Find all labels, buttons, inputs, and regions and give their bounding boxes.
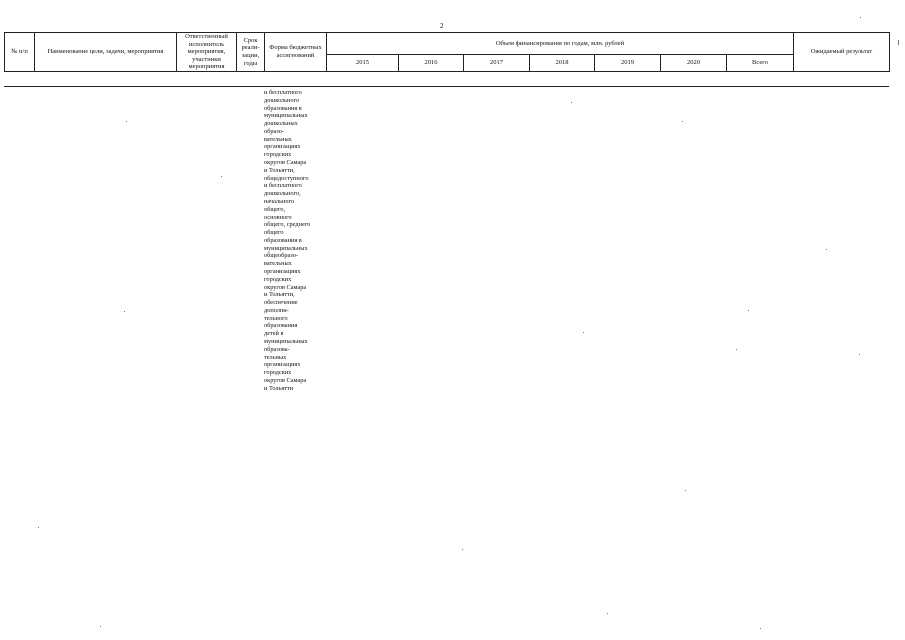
scan-speck xyxy=(760,628,761,629)
col-form-header: Форма бюджетных ассигнований xyxy=(265,33,327,72)
scan-speck xyxy=(221,176,222,177)
continued-text-line: организациях xyxy=(264,143,301,151)
year-header-2016: 2016 xyxy=(399,55,464,72)
continued-text-line: организациях xyxy=(264,267,301,275)
scan-speck xyxy=(607,613,608,614)
scan-speck xyxy=(682,121,683,122)
continued-text-line: муниципальных xyxy=(264,244,308,252)
continued-text-line: основного xyxy=(264,213,292,221)
col-term-header: Срок реали-зации, годы xyxy=(237,33,265,72)
continued-text-line: городских xyxy=(264,275,292,283)
year-header-2017: 2017 xyxy=(464,55,530,72)
continued-text-line: и Тольятти xyxy=(264,384,294,392)
continued-text-line: вательных xyxy=(264,135,292,143)
continued-text-line: и бесплатного xyxy=(264,182,302,190)
continued-text-line: городских xyxy=(264,151,292,159)
continued-text-line: общего, xyxy=(264,205,286,213)
header-table xyxy=(4,32,890,72)
continued-text-line: вательных xyxy=(264,260,292,268)
col-name-header: Наименование цели, задачи, мероприятия xyxy=(35,33,177,72)
funding-group-header: Объем финансирования по годам, млн. рублей xyxy=(327,33,794,55)
scan-speck xyxy=(826,249,827,250)
continued-text-line: общеобразо- xyxy=(264,252,298,260)
year-header-2015: 2015 xyxy=(327,55,399,72)
continued-text-line: округов Самара xyxy=(264,376,307,384)
continued-text-line: муниципальных xyxy=(264,338,308,345)
scan-speck xyxy=(859,354,860,355)
continued-text-line: обеспечение xyxy=(264,299,298,307)
total-header: Всего xyxy=(727,55,794,72)
scan-speck xyxy=(571,102,572,103)
continued-text-line: образования xyxy=(264,322,298,330)
continued-text-line: образо- xyxy=(264,127,284,135)
continued-text-line: городских xyxy=(264,369,292,377)
scan-speck xyxy=(583,332,584,333)
continued-text-line: образования в xyxy=(264,104,302,112)
scan-speck xyxy=(898,40,899,45)
col-number-header: № п/п xyxy=(5,33,35,72)
continued-form-text xyxy=(264,89,326,392)
col-result-header: Ожидаемый результат xyxy=(794,33,890,72)
page-number: 2 xyxy=(440,22,444,30)
scan-speck xyxy=(860,17,861,18)
continued-text-line: начального xyxy=(264,197,295,205)
continued-text-line: общего, среднего xyxy=(264,221,311,229)
continued-text-line: организациях xyxy=(264,361,301,369)
col-executor-header: Ответственный исполнитель мероприятия, участники мероприятия xyxy=(177,33,237,72)
scan-speck xyxy=(124,311,125,312)
continued-text-line: дошкольного xyxy=(264,96,300,104)
continued-text-line: тельных xyxy=(264,353,287,361)
scan-speck xyxy=(736,349,737,350)
continued-text-line: образования в xyxy=(264,236,302,244)
scan-speck xyxy=(462,549,463,550)
continued-text-line: дополни- xyxy=(264,306,289,314)
continued-text-line: округов Самара xyxy=(264,283,307,291)
year-header-2018: 2018 xyxy=(530,55,595,72)
continued-text-line: дошкольного, xyxy=(264,190,301,198)
continued-text-line: и Тольятти, xyxy=(264,166,295,174)
continued-text-line: тельного xyxy=(264,314,288,322)
scan-speck xyxy=(38,527,39,528)
continued-text-line: общего xyxy=(264,229,284,237)
scan-speck xyxy=(126,121,127,122)
continued-text-line: округов Самара xyxy=(264,159,307,167)
continued-text-line: и бесплатного xyxy=(264,89,302,96)
year-header-2019: 2019 xyxy=(595,55,661,72)
scan-speck xyxy=(685,490,686,491)
year-header-2020: 2020 xyxy=(661,55,727,72)
continued-text-line: образова- xyxy=(264,345,290,353)
continued-text-line: дошкольных xyxy=(264,120,298,128)
continued-text-line: и Тольятти, xyxy=(264,291,295,299)
continued-text-line: муниципальных xyxy=(264,112,308,120)
scan-speck xyxy=(100,626,101,627)
scan-speck xyxy=(748,310,749,311)
continued-text-line: детей в xyxy=(264,330,284,338)
row-top-rule xyxy=(4,86,889,87)
continued-text-line: общедоступного xyxy=(264,174,309,182)
